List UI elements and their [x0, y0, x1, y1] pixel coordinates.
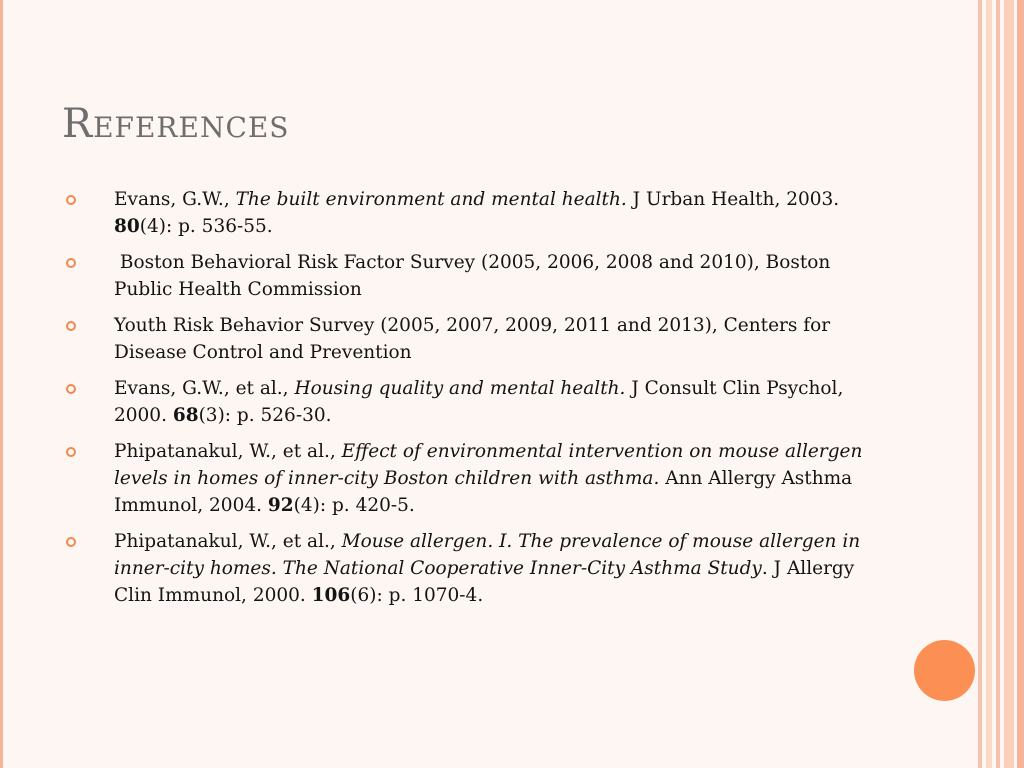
right-border-stripe — [996, 0, 1000, 768]
ref-author: Evans, G.W., — [114, 189, 236, 210]
ref-title: Housing quality and mental health. — [294, 378, 626, 399]
ref-volume: 68 — [172, 405, 199, 426]
bullet-ring-icon — [66, 537, 76, 547]
ref-journal: J Consult Clin Psychol, 2000. — [114, 378, 844, 426]
bullet-ring-icon — [66, 384, 76, 394]
reference-item — [66, 249, 886, 303]
ref-pages: (4): p. 420-5. — [293, 495, 415, 516]
orange-circle-decoration — [914, 640, 975, 701]
bullet-ring-icon — [66, 447, 76, 457]
right-border-stripe — [978, 0, 982, 768]
ref-pages: (3): p. 526-30. — [198, 405, 332, 426]
right-border-stripe — [1017, 0, 1024, 768]
ref-title: The built environment and mental health. — [235, 189, 627, 210]
ref-text: Youth Risk Behavior Survey (2005, 2007, 2009, 2011 and 2013), Centers for Disease Control and Prevention — [114, 315, 831, 363]
bullet-ring-icon — [66, 321, 76, 331]
right-border-stripe — [986, 0, 992, 768]
reference-list — [66, 186, 886, 618]
ref-volume: 106 — [311, 585, 351, 606]
reference-item — [66, 375, 886, 429]
ref-text: Boston Behavioral Risk Factor Survey (2005, 2006, 2008 and 2010), Boston Public Health Commission — [114, 252, 837, 300]
ref-journal: J Urban Health, 2003. — [626, 189, 840, 210]
ref-author: Phipatanakul, W., et al., — [114, 531, 342, 552]
ref-volume: 92 — [267, 495, 294, 516]
ref-author: Phipatanakul, W., et al., — [114, 441, 342, 462]
reference-item — [66, 528, 886, 609]
slide-title: References — [62, 101, 290, 147]
ref-volume: 80 — [114, 216, 140, 237]
ref-author: Evans, G.W., et al., — [114, 378, 295, 399]
reference-item — [66, 312, 886, 366]
left-border-stripe — [0, 0, 3, 768]
right-border-stripe — [1004, 0, 1014, 768]
reference-item — [66, 186, 886, 240]
bullet-ring-icon — [66, 258, 76, 268]
reference-item — [66, 438, 886, 519]
ref-journal: . J Allergy Clin Immunol, 2000. — [114, 558, 855, 606]
bullet-ring-icon — [66, 195, 76, 205]
ref-journal: Ann Allergy Asthma Immunol, 2004. — [114, 468, 853, 516]
ref-title: Mouse allergen. I. The prevalence of mouse allergen in inner-city homes. The National Cooperative Inner-City Asthma Study — [114, 531, 861, 579]
ref-pages: (6): p. 1070-4. — [350, 585, 484, 606]
ref-title: Effect of environmental intervention on mouse allergen levels in homes of inner-city Boston children with asthma. — [114, 441, 863, 489]
ref-pages: (4): p. 536-55. — [139, 216, 273, 237]
